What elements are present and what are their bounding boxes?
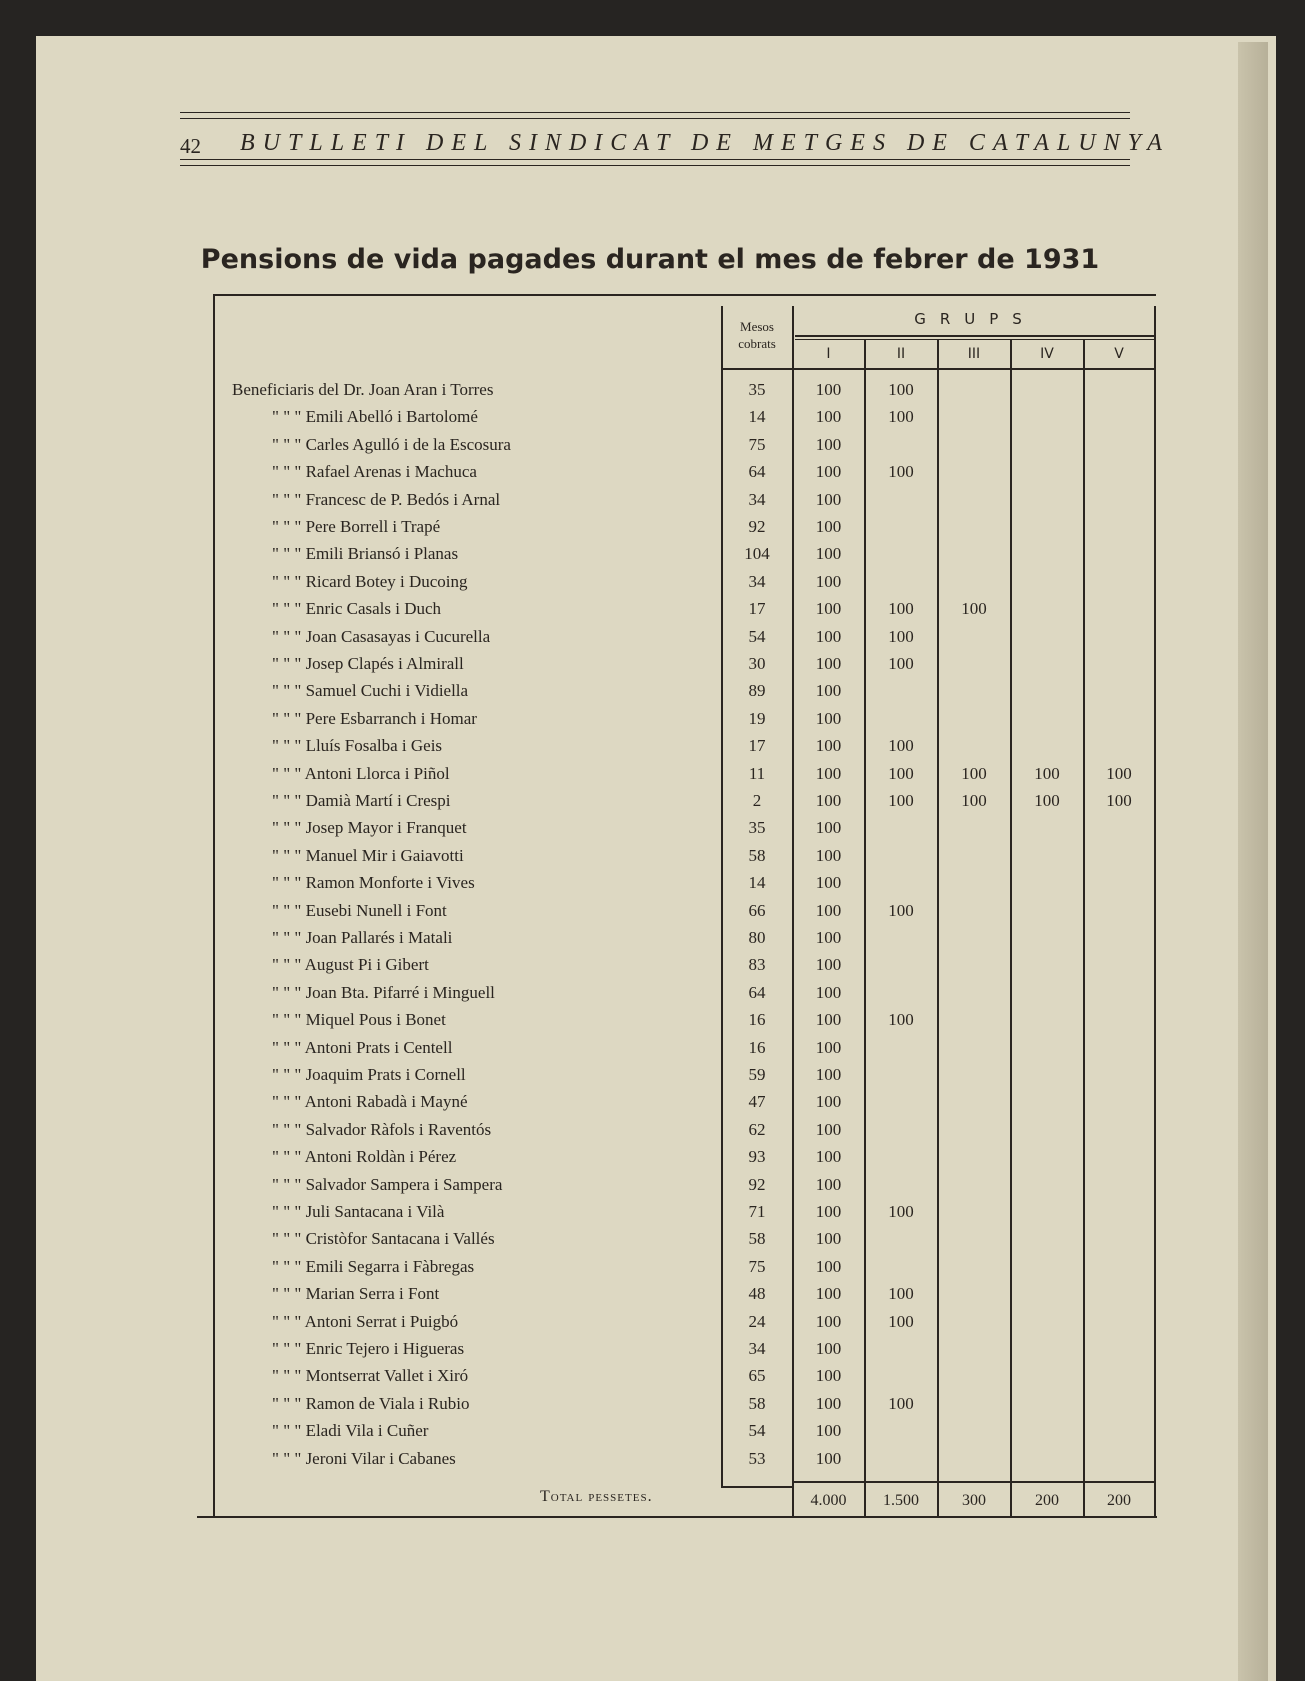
group-1-cell: 100 xyxy=(815,1147,842,1167)
months-cell: 34 xyxy=(748,571,766,591)
group-5-cell: 100 xyxy=(1106,791,1132,810)
beneficiary-name: " " " Ramon de Viala i Rubio xyxy=(272,1393,470,1413)
beneficiary-name: " " " Joan Bta. Pifarré i Minguell xyxy=(272,982,495,1002)
months-cell: 48 xyxy=(748,1284,766,1304)
group-1-cell: 100 xyxy=(815,462,842,482)
beneficiary-name: " " " Manuel Mir i Gaiavotti xyxy=(272,845,464,865)
beneficiary-name: " " " Samuel Cuchi i Vidiella xyxy=(272,681,469,701)
months-cell: 19 xyxy=(748,708,766,728)
beneficiary-name: " " " Emili Segarra i Fàbregas xyxy=(272,1256,475,1276)
group-1-cell: 100 xyxy=(815,845,842,865)
total-group-5: 200 xyxy=(1107,1492,1131,1509)
months-cell: 80 xyxy=(748,928,766,947)
group-1-cell: 100 xyxy=(815,1256,842,1276)
beneficiary-name: " " " Ricard Botey i Ducoing xyxy=(272,571,468,591)
beneficiary-name: " " " Antoni Rabadà i Mayné xyxy=(272,1092,468,1112)
group-header-3: III xyxy=(967,346,981,362)
beneficiary-name: " " " Antoni Prats i Centell xyxy=(272,1037,453,1057)
beneficiary-name: " " " Ramon Monforte i Vives xyxy=(272,873,475,893)
beneficiary-name: " " " Damià Martí i Crespi xyxy=(272,791,451,810)
group-1-cell: 100 xyxy=(815,818,842,838)
group-2-cell: 100 xyxy=(888,599,914,619)
months-cell: 53 xyxy=(748,1448,766,1468)
months-cell: 58 xyxy=(748,1393,766,1413)
publication-title: BUTLLETI DEL SINDICAT DE METGES DE CATALUNYA xyxy=(240,130,1170,156)
group-1-cell: 100 xyxy=(815,1311,842,1331)
group-2-cell: 100 xyxy=(888,763,914,783)
group-1-cell: 100 xyxy=(815,900,842,920)
group-1-cell: 100 xyxy=(815,1065,842,1084)
beneficiary-name: " " " Salvador Sampera i Sampera xyxy=(272,1174,503,1194)
beneficiary-name: " " " August Pi i Gibert xyxy=(272,955,429,975)
group-1-cell: 100 xyxy=(815,982,842,1002)
group-2-cell: 100 xyxy=(888,407,914,427)
months-cell: 14 xyxy=(748,873,766,893)
group-1-cell: 100 xyxy=(815,928,842,947)
group-2-cell: 100 xyxy=(888,1010,914,1030)
group-1-cell: 100 xyxy=(815,873,842,893)
group-1-cell: 100 xyxy=(815,1010,842,1030)
beneficiary-name: " " " Montserrat Vallet i Xiró xyxy=(272,1366,469,1386)
total-label: Total pessetes. xyxy=(540,1488,653,1505)
group-1-cell: 100 xyxy=(815,1448,842,1468)
beneficiary-name: " " " Juli Santacana i Vilà xyxy=(272,1202,445,1221)
beneficiary-name: " " " Eusebi Nunell i Font xyxy=(272,900,447,920)
group-1-cell: 100 xyxy=(815,626,842,646)
months-cell: 64 xyxy=(748,982,766,1002)
group-1-cell: 100 xyxy=(815,763,842,783)
group-4-cell: 100 xyxy=(1034,791,1060,810)
page-number: 42 xyxy=(180,134,201,158)
group-header-4: IV xyxy=(1040,346,1054,362)
months-cell: 89 xyxy=(748,681,766,701)
group-1-cell: 100 xyxy=(815,1393,842,1413)
months-cell: 71 xyxy=(748,1202,766,1221)
group-header-5: V xyxy=(1114,346,1124,362)
months-cell: 75 xyxy=(748,1256,766,1276)
group-1-cell: 100 xyxy=(815,1229,842,1249)
beneficiary-name: " " " Francesc de P. Bedós i Arnal xyxy=(272,489,501,509)
months-cell: 54 xyxy=(748,626,766,646)
beneficiary-name: " " " Emili Abelló i Bartolomé xyxy=(272,407,478,427)
months-cell: 58 xyxy=(748,845,766,865)
total-group-3: 300 xyxy=(962,1492,986,1509)
months-cell: 59 xyxy=(748,1065,766,1084)
beneficiary-name: " " " Carles Agulló i de la Escosura xyxy=(272,434,511,454)
group-1-cell: 100 xyxy=(815,407,842,427)
months-cell: 16 xyxy=(748,1037,766,1057)
group-1-cell: 100 xyxy=(815,517,842,536)
group-1-cell: 100 xyxy=(815,1037,842,1057)
beneficiary-name: " " " Antoni Llorca i Piñol xyxy=(272,763,450,783)
beneficiary-name: " " " Joan Pallarés i Matali xyxy=(272,928,453,947)
group-1-cell: 100 xyxy=(815,654,842,673)
group-1-cell: 100 xyxy=(815,1119,842,1139)
months-cell: 11 xyxy=(748,763,766,783)
group-1-cell: 100 xyxy=(815,489,842,509)
beneficiary-name: " " " Pere Esbarranch i Homar xyxy=(272,708,477,728)
beneficiary-name: " " " Jeroni Vilar i Cabanes xyxy=(272,1448,456,1468)
months-cell: 35 xyxy=(748,818,766,838)
months-cell: 35 xyxy=(748,380,766,399)
beneficiary-name: " " " Antoni Roldàn i Pérez xyxy=(272,1147,457,1167)
months-cell: 47 xyxy=(748,1092,766,1112)
group-1-cell: 100 xyxy=(815,380,842,399)
months-cell: 30 xyxy=(748,654,766,673)
group-2-cell: 100 xyxy=(888,900,914,920)
group-2-cell: 100 xyxy=(888,1311,914,1331)
months-cell: 75 xyxy=(748,434,766,454)
group-3-cell: 100 xyxy=(961,763,987,783)
months-cell: 16 xyxy=(748,1010,766,1030)
group-3-cell: 100 xyxy=(961,791,987,810)
group-1-cell: 100 xyxy=(815,1339,842,1358)
beneficiary-name: " " " Antoni Serrat i Puigbó xyxy=(272,1311,459,1331)
months-cell: 17 xyxy=(748,599,766,619)
beneficiary-name: " " " Cristòfor Santacana i Vallés xyxy=(272,1229,495,1249)
group-2-cell: 100 xyxy=(888,736,914,756)
beneficiary-name: " " " Josep Mayor i Franquet xyxy=(272,818,467,838)
total-group-2: 1.500 xyxy=(883,1492,919,1509)
months-cell: 104 xyxy=(744,544,770,564)
total-group-4: 200 xyxy=(1035,1492,1059,1509)
group-header-2: II xyxy=(896,346,906,362)
group-1-cell: 100 xyxy=(815,599,842,619)
page-title: Pensions de vida pagades durant el mes de febrer de 1931 xyxy=(200,244,1100,275)
beneficiary-name: " " " Enric Tejero i Higueras xyxy=(272,1339,465,1358)
group-2-cell: 100 xyxy=(888,1393,914,1413)
group-1-cell: 100 xyxy=(815,1174,842,1194)
months-cell: 62 xyxy=(748,1119,766,1139)
months-column-header: Mesos cobrats xyxy=(738,319,776,351)
group-2-cell: 100 xyxy=(888,1202,914,1221)
months-cell: 34 xyxy=(748,1339,766,1358)
group-1-cell: 100 xyxy=(815,708,842,728)
beneficiary-name: " " " Joaquim Prats i Cornell xyxy=(272,1065,466,1084)
months-cell: 92 xyxy=(748,1174,766,1194)
months-cell: 34 xyxy=(748,489,766,509)
months-cell: 93 xyxy=(748,1147,766,1167)
months-cell: 64 xyxy=(748,462,766,482)
beneficiary-name: Beneficiaris del Dr. Joan Aran i Torres xyxy=(232,380,494,399)
groups-column-header: GRUPS xyxy=(914,310,1036,328)
beneficiary-name: " " " Rafael Arenas i Machuca xyxy=(272,462,477,482)
group-1-cell: 100 xyxy=(815,681,842,701)
group-5-cell: 100 xyxy=(1106,763,1132,783)
months-cell: 58 xyxy=(748,1229,766,1249)
group-2-cell: 100 xyxy=(888,626,914,646)
beneficiary-name: " " " Emili Briansó i Planas xyxy=(272,544,459,564)
group-1-cell: 100 xyxy=(815,791,842,810)
group-1-cell: 100 xyxy=(815,1366,842,1386)
months-cell: 92 xyxy=(748,517,766,536)
beneficiary-name: " " " Marian Serra i Font xyxy=(272,1284,440,1304)
group-1-cell: 100 xyxy=(815,955,842,975)
total-group-1: 4.000 xyxy=(810,1492,847,1509)
months-cell: 83 xyxy=(748,955,766,975)
group-1-cell: 100 xyxy=(815,1284,842,1304)
months-cell: 24 xyxy=(748,1311,766,1331)
beneficiary-name: " " " Enric Casals i Duch xyxy=(272,599,442,619)
group-1-cell: 100 xyxy=(815,544,842,564)
months-cell: 17 xyxy=(748,736,766,756)
months-cell: 65 xyxy=(748,1366,766,1386)
group-2-cell: 100 xyxy=(888,654,914,673)
group-1-cell: 100 xyxy=(815,1421,842,1441)
beneficiary-name: " " " Lluís Fosalba i Geis xyxy=(272,736,443,756)
beneficiary-name: " " " Miquel Pous i Bonet xyxy=(272,1010,446,1030)
group-2-cell: 100 xyxy=(888,380,914,399)
months-cell: 2 xyxy=(752,791,762,810)
beneficiary-name: " " " Pere Borrell i Trapé xyxy=(272,517,441,536)
beneficiary-name: " " " Josep Clapés i Almirall xyxy=(272,654,464,673)
group-1-cell: 100 xyxy=(815,1092,842,1112)
group-2-cell: 100 xyxy=(888,1284,914,1304)
group-1-cell: 100 xyxy=(815,571,842,591)
group-2-cell: 100 xyxy=(888,791,914,810)
months-cell: 54 xyxy=(748,1421,766,1441)
beneficiary-name: " " " Joan Casasayas i Cucurella xyxy=(272,626,491,646)
group-1-cell: 100 xyxy=(815,736,842,756)
group-4-cell: 100 xyxy=(1034,763,1060,783)
group-2-cell: 100 xyxy=(888,462,914,482)
group-1-cell: 100 xyxy=(815,434,842,454)
group-3-cell: 100 xyxy=(961,599,987,619)
group-1-cell: 100 xyxy=(815,1202,842,1221)
months-cell: 66 xyxy=(748,900,766,920)
beneficiary-name: " " " Eladi Vila i Cuñer xyxy=(272,1421,429,1441)
group-header-1: I xyxy=(826,346,831,362)
months-cell: 14 xyxy=(748,407,766,427)
beneficiary-name: " " " Salvador Ràfols i Raventós xyxy=(272,1119,492,1139)
